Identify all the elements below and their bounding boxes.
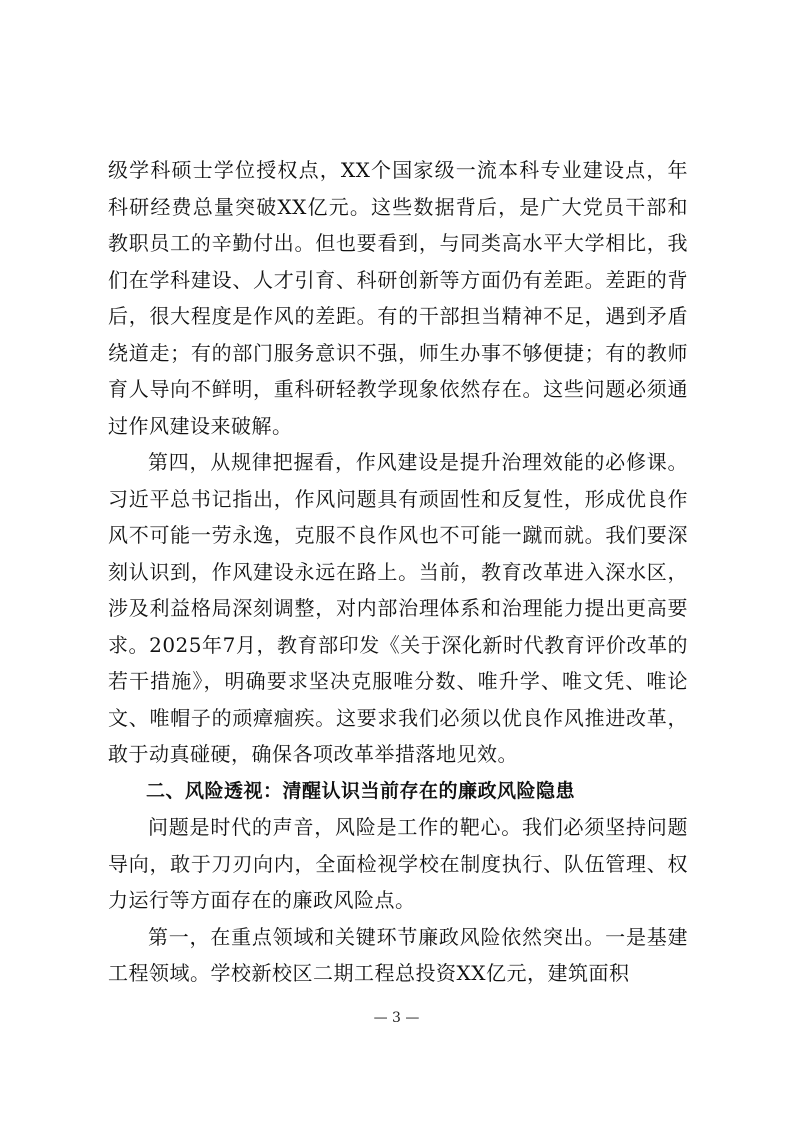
paragraph-first-risk: 第一，在重点领域和关键环节廉政风险依然突出。一是基建工程领域。学校新校区二期工程总投资XX亿元，建筑面积 xyxy=(108,924,688,985)
paragraph-fourth-point: 第四，从规律把握看，作风建设是提升治理效能的必修课。习近平总书记指出，作风问题具有顽固性和反复性，形成优良作风不可能一劳永逸，克服不良作风也不可能一蹴而就。我们要深刻认识到，作风建设永远在路上。当前，教育改革进入深水区，涉及利益格局深刻调整，对内部治理体系和治理能力提出更高要求。2025年7月，教育部印发《关于深化新时代教育评价改革的若干措施》，明确要求坚决克服唯分数、唯升学、唯文凭、唯论文、唯帽子的顽瘴痼疾。这要求我们必须以优良作风推进改革，敢于动真碰硬，确保各项改革举措落地见效。 xyxy=(108,450,688,766)
paragraph-problem-orientation: 问题是时代的声音，风险是工作的靶心。我们必须坚持问题导向，敢于刀刃向内，全面检视学校在制度执行、队伍管理、权力运行等方面存在的廉政风险点。 xyxy=(108,815,688,912)
section-heading: 二、风险透视：清醒认识当前存在的廉政风险隐患 xyxy=(146,779,576,802)
document-body xyxy=(108,152,688,992)
paragraph-continuation: 级学科硕士学位授权点，XX个国家级一流本科专业建设点，年科研经费总量突破XX亿元。这些数据背后，是广大党员干部和教职员工的辛勤付出。但也要看到，与同类高水平大学相比，我们在学科建设、人才引育、科研创新等方面仍有差距。差距的背后，很大程度是作风的差距。有的干部担当精神不足，遇到矛盾绕道走；有的部门服务意识不强，师生办事不够便捷；有的教师育人导向不鲜明，重科研轻教学现象依然存在。这些问题必须通过作风建设来破解。 xyxy=(108,158,688,438)
page-number: — 3 — xyxy=(373,1010,420,1026)
